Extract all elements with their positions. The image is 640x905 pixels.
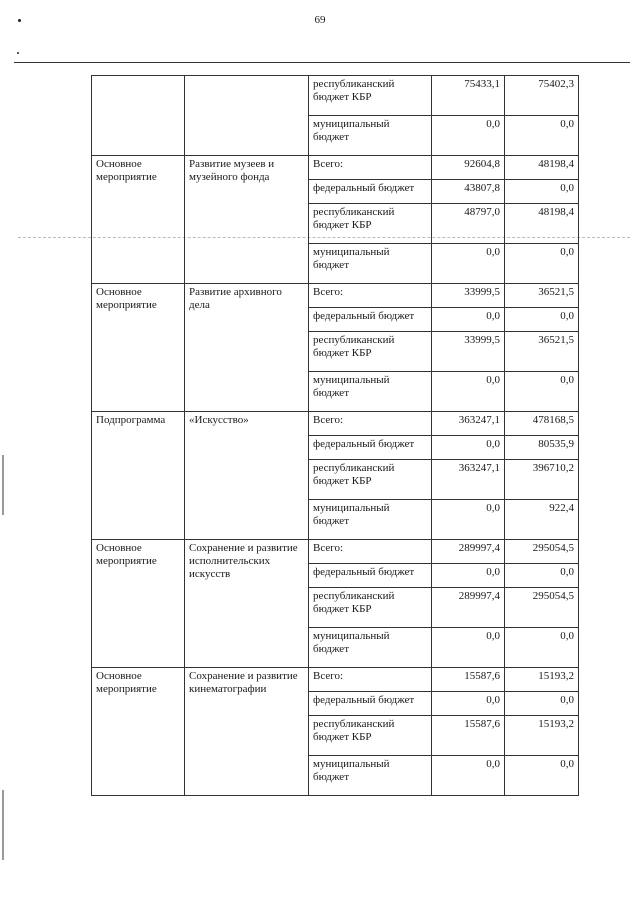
value-year2-cell: 0,0 <box>505 756 579 796</box>
value-year2-cell: 36521,5 <box>505 284 579 308</box>
value-year2-cell: 36521,5 <box>505 332 579 372</box>
value-year2-cell: 0,0 <box>505 244 579 284</box>
funding-source-cell: республиканский бюджет КБР <box>309 332 432 372</box>
funding-source-cell: федеральный бюджет <box>309 180 432 204</box>
value-year2-cell: 0,0 <box>505 564 579 588</box>
event-type-cell: Основное мероприятие <box>92 284 185 412</box>
value-year2-cell: 295054,5 <box>505 540 579 564</box>
value-year1-cell: 43807,8 <box>432 180 505 204</box>
value-year2-cell: 48198,4 <box>505 204 579 244</box>
value-year1-cell: 363247,1 <box>432 460 505 500</box>
value-year1-cell: 0,0 <box>432 436 505 460</box>
funding-source-cell: республиканский бюджет КБР <box>309 716 432 756</box>
funding-source-cell: республиканский бюджет КБР <box>309 460 432 500</box>
scan-dot-top-left <box>18 19 21 22</box>
value-year1-cell: 92604,8 <box>432 156 505 180</box>
value-year2-cell: 0,0 <box>505 692 579 716</box>
value-year1-cell: 48797,0 <box>432 204 505 244</box>
value-year2-cell: 48198,4 <box>505 156 579 180</box>
value-year2-cell: 15193,2 <box>505 716 579 756</box>
funding-source-cell: Всего: <box>309 156 432 180</box>
event-name-cell: «Искусство» <box>185 412 309 540</box>
funding-source-cell: муниципальный бюджет <box>309 116 432 156</box>
funding-source-cell: Всего: <box>309 540 432 564</box>
event-type-cell: Основное мероприятие <box>92 668 185 796</box>
value-year1-cell: 0,0 <box>432 244 505 284</box>
funding-source-cell: муниципальный бюджет <box>309 244 432 284</box>
value-year2-cell: 0,0 <box>505 372 579 412</box>
value-year1-cell: 0,0 <box>432 628 505 668</box>
value-year2-cell: 922,4 <box>505 500 579 540</box>
value-year1-cell: 33999,5 <box>432 332 505 372</box>
funding-source-cell: республиканский бюджет КБР <box>309 204 432 244</box>
funding-source-cell: муниципальный бюджет <box>309 372 432 412</box>
value-year1-cell: 0,0 <box>432 564 505 588</box>
funding-source-cell: Всего: <box>309 412 432 436</box>
value-year1-cell: 0,0 <box>432 116 505 156</box>
value-year2-cell: 0,0 <box>505 628 579 668</box>
funding-source-cell: республиканский бюджет КБР <box>309 76 432 116</box>
scan-edge-mark <box>2 455 4 515</box>
funding-source-cell: федеральный бюджет <box>309 564 432 588</box>
value-year1-cell: 0,0 <box>432 756 505 796</box>
value-year2-cell: 396710,2 <box>505 460 579 500</box>
table-row <box>92 284 579 308</box>
funding-source-cell: Всего: <box>309 284 432 308</box>
value-year2-cell: 80535,9 <box>505 436 579 460</box>
value-year1-cell: 0,0 <box>432 692 505 716</box>
table-row <box>92 668 579 692</box>
funding-source-cell: муниципальный бюджет <box>309 500 432 540</box>
budget-table <box>91 75 579 796</box>
budget-table-body <box>92 76 579 796</box>
funding-source-cell: федеральный бюджет <box>309 692 432 716</box>
value-year1-cell: 0,0 <box>432 308 505 332</box>
value-year2-cell: 478168,5 <box>505 412 579 436</box>
table-row <box>92 412 579 436</box>
value-year1-cell: 75433,1 <box>432 76 505 116</box>
table-row <box>92 76 579 116</box>
value-year1-cell: 33999,5 <box>432 284 505 308</box>
value-year2-cell: 15193,2 <box>505 668 579 692</box>
funding-source-cell: муниципальный бюджет <box>309 756 432 796</box>
scan-edge-mark <box>2 790 4 860</box>
event-name-cell: Развитие музеев и музейного фонда <box>185 156 309 284</box>
table-row <box>92 540 579 564</box>
header-rule <box>14 62 630 63</box>
funding-source-cell: федеральный бюджет <box>309 308 432 332</box>
value-year1-cell: 289997,4 <box>432 588 505 628</box>
event-type-cell: Основное мероприятие <box>92 540 185 668</box>
table-row <box>92 156 579 180</box>
page-number: 69 <box>314 14 326 26</box>
event-type-cell: Подпрограмма <box>92 412 185 540</box>
event-name-cell: Сохранение и развитие исполнительских искусств <box>185 540 309 668</box>
scan-dot-small <box>17 52 19 54</box>
event-name-cell <box>185 76 309 156</box>
event-name-cell: Развитие архивного дела <box>185 284 309 412</box>
value-year2-cell: 0,0 <box>505 180 579 204</box>
value-year1-cell: 0,0 <box>432 500 505 540</box>
event-type-cell <box>92 76 185 156</box>
funding-source-cell: федеральный бюджет <box>309 436 432 460</box>
funding-source-cell: муниципальный бюджет <box>309 628 432 668</box>
funding-source-cell: Всего: <box>309 668 432 692</box>
value-year1-cell: 0,0 <box>432 372 505 412</box>
value-year1-cell: 289997,4 <box>432 540 505 564</box>
value-year2-cell: 0,0 <box>505 308 579 332</box>
value-year2-cell: 0,0 <box>505 116 579 156</box>
value-year1-cell: 15587,6 <box>432 716 505 756</box>
event-type-cell: Основное мероприятие <box>92 156 185 284</box>
value-year1-cell: 363247,1 <box>432 412 505 436</box>
event-name-cell: Сохранение и развитие кинематографии <box>185 668 309 796</box>
value-year2-cell: 295054,5 <box>505 588 579 628</box>
value-year2-cell: 75402,3 <box>505 76 579 116</box>
funding-source-cell: республиканский бюджет КБР <box>309 588 432 628</box>
value-year1-cell: 15587,6 <box>432 668 505 692</box>
